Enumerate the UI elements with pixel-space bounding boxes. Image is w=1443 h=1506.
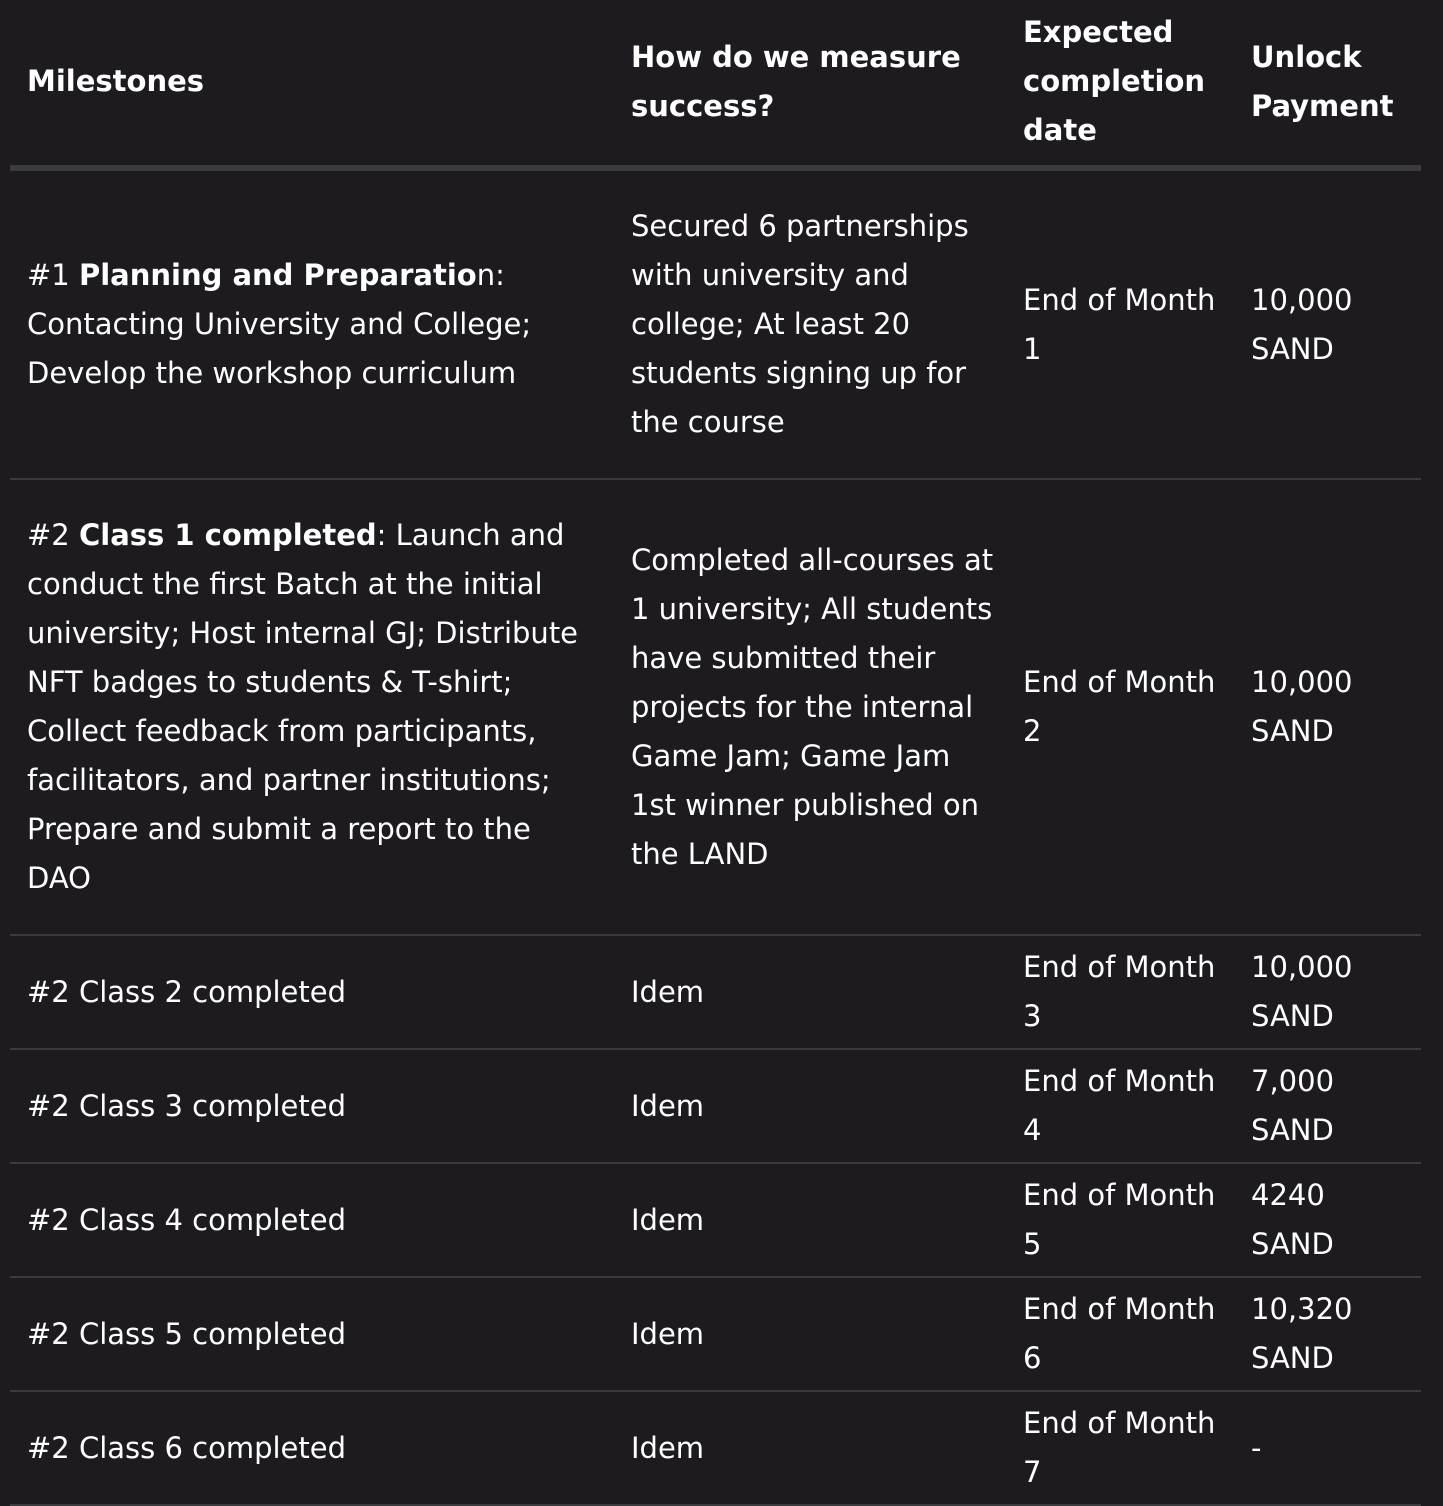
milestone-cell [10, 1277, 612, 1391]
milestone-prefix: #2 Class 4 completed [27, 1202, 347, 1237]
header-date: Expected completion date [1004, 0, 1232, 168]
header-payment: Unlock Payment [1232, 0, 1421, 168]
milestone-description: n: Contacting University and College; Develop the workshop curriculum [27, 258, 532, 390]
milestone-prefix: #2 [27, 518, 79, 552]
milestone-prefix: #1 [27, 258, 79, 292]
milestone-cell [10, 1391, 612, 1505]
milestone-prefix: #2 Class 5 completed [27, 1316, 347, 1351]
payment-cell: 10,320 SAND [1232, 1277, 1421, 1391]
milestone-cell [10, 479, 612, 935]
table-row [10, 935, 1421, 1049]
measure-cell: Secured 6 partnerships with university and college; At least 20 students signing up for the course [612, 168, 1004, 479]
milestone-prefix: #2 Class 2 completed [27, 974, 347, 1009]
measure-cell: Idem [612, 1049, 1004, 1163]
table-row [10, 1163, 1421, 1277]
date-cell: End of Month 2 [1004, 479, 1232, 935]
header-milestones: Milestones [10, 0, 612, 168]
payment-cell: 7,000 SAND [1232, 1049, 1421, 1163]
table-header [10, 0, 1421, 168]
milestone-prefix: #2 Class 6 completed [27, 1430, 347, 1465]
measure-cell: Completed all-courses at 1 university; All students have submitted their projects for the internal Game Jam; Game Jam 1st winner published on the LAND [612, 479, 1004, 935]
milestone-cell [10, 935, 612, 1049]
date-cell: End of Month 3 [1004, 935, 1232, 1049]
measure-cell: Idem [612, 1391, 1004, 1505]
measure-cell: Idem [612, 1163, 1004, 1277]
table-row [10, 479, 1421, 935]
milestone-description: : Launch and conduct the first Batch at the initial university; Host internal GJ; Distribute NFT badges to students & T-shirt; Collect feedback from participants, facilitators, and partner institutions; Prepare and submit a report to the DAO [27, 518, 579, 895]
milestone-cell [10, 168, 612, 479]
payment-cell: 10,000 SAND [1232, 168, 1421, 479]
milestone-cell [10, 1163, 612, 1277]
measure-cell: Idem [612, 1277, 1004, 1391]
date-cell: End of Month 4 [1004, 1049, 1232, 1163]
date-cell: End of Month 7 [1004, 1391, 1232, 1505]
table-row [10, 1277, 1421, 1391]
date-cell: End of Month 1 [1004, 168, 1232, 479]
milestones-table [10, 0, 1421, 1506]
header-measure: How do we measure success? [612, 0, 1004, 168]
date-cell: End of Month 6 [1004, 1277, 1232, 1391]
table-row [10, 168, 1421, 479]
date-cell: End of Month 5 [1004, 1163, 1232, 1277]
measure-cell: Idem [612, 935, 1004, 1049]
milestone-title: Planning and Preparatio [78, 258, 477, 292]
header-row [10, 0, 1421, 168]
table-row [10, 1391, 1421, 1505]
payment-cell: 4240 SAND [1232, 1163, 1421, 1277]
table-body [10, 168, 1421, 1505]
payment-cell: 10,000 SAND [1232, 479, 1421, 935]
milestone-title: Class 1 completed [78, 518, 377, 552]
table-row [10, 1049, 1421, 1163]
payment-cell: 10,000 SAND [1232, 935, 1421, 1049]
milestone-cell [10, 1049, 612, 1163]
milestone-prefix: #2 Class 3 completed [27, 1088, 347, 1123]
payment-cell: - [1232, 1391, 1421, 1505]
